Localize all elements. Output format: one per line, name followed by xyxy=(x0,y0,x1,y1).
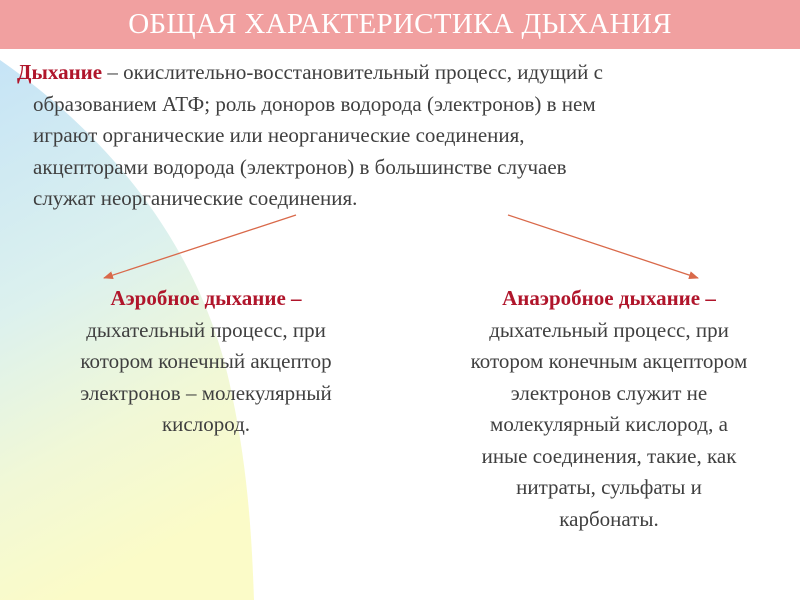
anaerobic-line: дыхательный процесс, при xyxy=(489,317,729,342)
anaerobic-line: электронов служит не xyxy=(510,380,708,405)
page-title: ОБЩАЯ ХАРАКТЕРИСТИКА ДЫХАНИЯ xyxy=(128,8,672,40)
anaerobic-term: Анаэробное дыхание xyxy=(502,286,701,310)
anaerobic-line xyxy=(420,283,798,315)
aerobic-line: дыхательный процесс, при xyxy=(86,317,326,342)
anaerobic-block xyxy=(420,283,798,535)
aerobic-term: Аэробное дыхание xyxy=(110,286,286,310)
anaerobic-line: нитраты, сульфаты и xyxy=(516,475,702,499)
definition-line: служат неорганические соединения. xyxy=(33,186,358,210)
anaerobic-dash: – xyxy=(700,286,716,310)
arrow-right xyxy=(508,215,698,278)
arrow-left xyxy=(104,215,296,278)
definition-text: – окислительно-восстановительный процесс, идущий с xyxy=(102,60,603,84)
definition-line: играют органические или неорганические соединения, xyxy=(33,123,525,147)
aerobic-block xyxy=(18,283,394,441)
definition-term: Дыхание xyxy=(17,60,103,84)
definition-line: образованием АТФ; роль доноров водорода (электронов) в нем xyxy=(33,91,596,116)
definition-line: акцепторами водорода (электронов) в большинстве случаев xyxy=(33,154,567,179)
aerobic-line: электронов – молекулярный xyxy=(80,380,332,405)
anaerobic-line: молекулярный кислород, а xyxy=(490,412,728,436)
aerobic-line: кислород. xyxy=(161,412,251,436)
aerobic-dash: – xyxy=(285,286,302,310)
anaerobic-line: иные соединения, такие, как xyxy=(481,443,737,468)
aerobic-line: котором конечный акцептор xyxy=(80,349,332,373)
anaerobic-line: карбонаты. xyxy=(559,506,659,531)
anaerobic-line: котором конечным акцептором xyxy=(470,349,748,373)
aerobic-line xyxy=(18,283,394,315)
